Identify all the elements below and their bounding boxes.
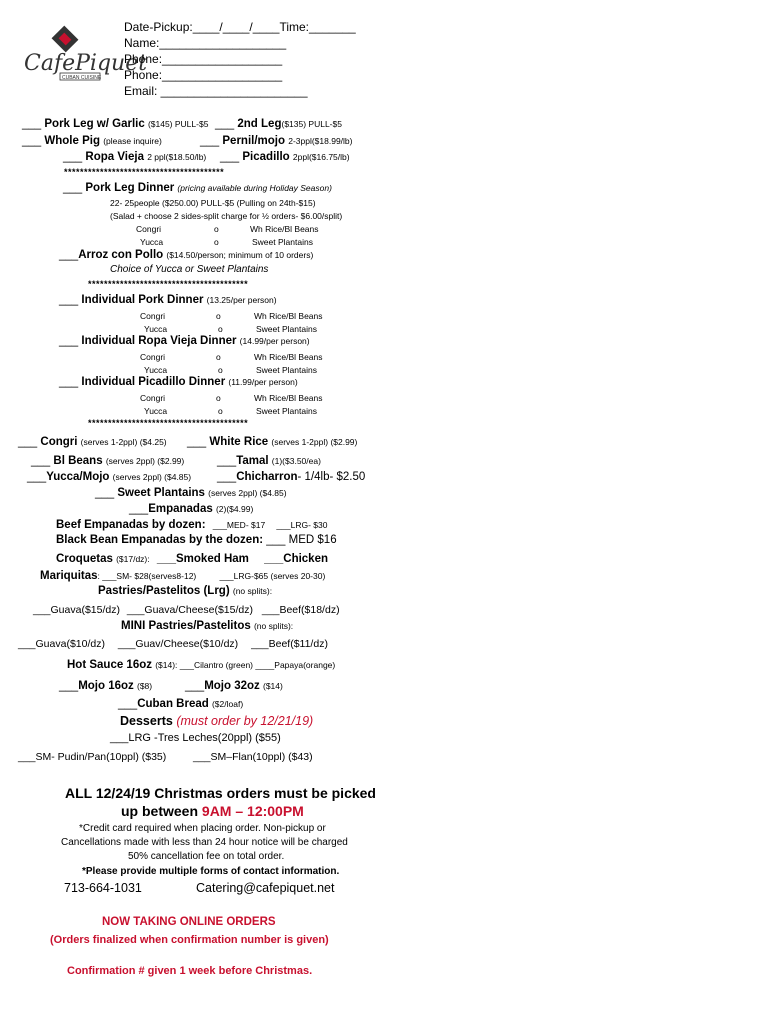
- item-sweet-plantains: ___ Sweet Plantains (serves 2ppl) ($4.85): [95, 487, 287, 499]
- mini-pastries-heading: MINI Pastries/Pastelitos (no splits):: [121, 620, 294, 632]
- item-chicharron: ___Chicharron- 1/4lb- $2.50: [217, 471, 366, 483]
- item-tres-leches: ___LRG -Tres Leches(20ppl) ($55): [110, 732, 281, 744]
- item-beef-empanadas-dozen: Beef Empanadas by dozen: ___MED- $17 ___LRG- $30: [56, 519, 328, 531]
- pickup-notice-line1: ALL 12/24/19 Christmas orders must be picked: [65, 785, 376, 801]
- pork-leg-dinner-pricing: 22- 25people ($250.00) PULL-$5 (Pulling on 24th-$15): [110, 198, 316, 208]
- choice-yucca: Yucca: [144, 365, 168, 375]
- item-cuban-bread: ___Cuban Bread ($2/loaf): [118, 698, 244, 710]
- policy-line-2: Cancellations made with less than 24 hour notice will be charged: [61, 837, 348, 848]
- svg-text:CafePiquet: CafePiquet: [24, 51, 148, 76]
- choice-plantains: Sweet Plantains: [252, 237, 313, 247]
- item-hot-sauce: Hot Sauce 16oz ($14): ___Cilantro (green) ____Papaya(orange): [67, 659, 336, 671]
- desserts-heading: Desserts (must order by 12/21/19): [120, 714, 314, 728]
- choice-congri: Congri: [136, 224, 162, 234]
- choice-plantains: Sweet Plantains: [256, 365, 317, 375]
- choice-congri: Congri: [140, 352, 166, 362]
- item-flan: ___SM–Flan(10ppl) ($43): [193, 751, 313, 763]
- item-white-rice: ___ White Rice (serves 1-2ppl) ($2.99): [187, 436, 358, 448]
- choice-yucca: Yucca: [144, 324, 168, 334]
- choice-congri: Congri: [140, 311, 166, 321]
- separator-stars: ****************************************: [64, 167, 225, 177]
- choice-congri: Congri: [140, 393, 166, 403]
- choice-beans: Wh Rice/Bl Beans: [254, 393, 323, 403]
- mini-pastries-options: ___Guava($10/dz) ___Guav/Cheese($10/dz) ___Beef($11/dz): [18, 638, 328, 650]
- cafe-piquet-logo: [22, 28, 148, 83]
- choice-marker: o: [218, 365, 223, 375]
- contact-email[interactable]: Catering@cafepiquet.net: [196, 881, 335, 895]
- name-field[interactable]: Name:___________________: [124, 36, 287, 50]
- item-pork-leg-dinner: ___ Pork Leg Dinner (pricing available during Holiday Season): [63, 182, 332, 194]
- pickup-notice-line2: up between 9AM – 12:00PM: [121, 803, 304, 819]
- separator-stars: ****************************************: [88, 418, 249, 428]
- choice-plantains: Sweet Plantains: [256, 406, 317, 416]
- item-picadillo: ___ Picadillo 2ppl($16.75/lb): [220, 151, 350, 163]
- item-individual-pork-dinner: ___ Individual Pork Dinner (13.25/per person): [59, 294, 277, 306]
- choice-marker: o: [216, 352, 221, 362]
- pastries-options: ___Guava($15/dz) ___Guava/Cheese($15/dz) ___Beef($18/dz): [33, 604, 340, 616]
- item-individual-picadillo-dinner: ___ Individual Picadillo Dinner (11.99/per person): [59, 376, 298, 388]
- choice-marker: o: [216, 311, 221, 321]
- date-pickup-field[interactable]: Date-Pickup:____/____/____Time:_______: [124, 20, 356, 34]
- item-ropa-vieja: ___ Ropa Vieja 2 ppl($18.50/lb): [63, 151, 207, 163]
- choice-marker: o: [218, 324, 223, 334]
- pork-leg-dinner-sides: (Salad + choose 2 sides-split charge for ½ orders- $6.00/split): [110, 211, 343, 221]
- choice-beans: Wh Rice/Bl Beans: [254, 352, 323, 362]
- item-congri: ___ Congri (serves 1-2ppl) ($4.25): [18, 436, 167, 448]
- choice-yucca: Yucca: [140, 237, 164, 247]
- choice-marker: o: [214, 224, 219, 234]
- email-field[interactable]: Email: ______________________: [124, 84, 308, 98]
- confirmation-note: Confirmation # given 1 week before Christmas.: [67, 965, 313, 977]
- item-tamal: ___Tamal (1)($3.50/ea): [217, 455, 321, 467]
- choice-marker: o: [214, 237, 219, 247]
- choice-marker: o: [218, 406, 223, 416]
- item-mojo-16oz: ___Mojo 16oz ($8): [59, 680, 153, 692]
- choice-marker: o: [216, 393, 221, 403]
- item-empanadas: ___Empanadas (2)($4.99): [129, 503, 254, 515]
- item-whole-pig: ___ Whole Pig (please inquire): [22, 135, 162, 147]
- item-black-bean-empanadas-dozen: Black Bean Empanadas by the dozen: ___ MED $16: [56, 534, 337, 546]
- policy-line-4: *Please provide multiple forms of contact information.: [82, 866, 340, 877]
- online-orders-notice: NOW TAKING ONLINE ORDERS: [102, 916, 276, 928]
- item-individual-ropa-vieja-dinner: ___ Individual Ropa Vieja Dinner (14.99/per person): [59, 335, 310, 347]
- item-mariquitas: Mariquitas: ___SM- $28(serves8-12) ___LRG-$65 (serves 20-30): [40, 570, 326, 582]
- contact-phone[interactable]: 713-664-1031: [64, 881, 142, 895]
- policy-line-3: 50% cancellation fee on total order.: [128, 851, 285, 862]
- choice-plantains: Sweet Plantains: [256, 324, 317, 334]
- item-second-leg: ___ 2nd Leg($135) PULL-$5: [215, 118, 342, 130]
- item-pernil: ___ Pernil/mojo 2-3ppl($18.99/lb): [200, 135, 353, 147]
- item-croquetas: Croquetas ($17/dz): ___Smoked Ham ___Chicken: [56, 553, 329, 565]
- item-bl-beans: ___ Bl Beans (serves 2ppl) ($2.99): [31, 455, 185, 467]
- choice-yucca: Yucca: [144, 406, 168, 416]
- policy-line-1: *Credit card required when placing order. Non-pickup or: [79, 823, 326, 834]
- choice-beans: Wh Rice/Bl Beans: [250, 224, 319, 234]
- item-yucca-mojo: ___Yucca/Mojo (serves 2ppl) ($4.85): [27, 471, 192, 483]
- choice-beans: Wh Rice/Bl Beans: [254, 311, 323, 321]
- pastries-heading: Pastries/Pastelitos (Lrg) (no splits):: [98, 585, 273, 597]
- online-orders-note: (Orders finalized when confirmation number is given): [50, 934, 329, 946]
- item-pudin: ___SM- Pudin/Pan(10ppl) ($35): [18, 751, 167, 763]
- separator-stars: ****************************************: [88, 279, 249, 289]
- arroz-choice-note: Choice of Yucca or Sweet Plantains: [110, 264, 269, 275]
- item-pork-leg-garlic: ___ Pork Leg w/ Garlic ($145) PULL-$5: [22, 118, 209, 130]
- svg-text:CUBAN CUISINE: CUBAN CUISINE: [62, 75, 102, 81]
- item-arroz-con-pollo: ___Arroz con Pollo ($14.50/person; minimum of 10 orders): [59, 249, 314, 261]
- phone-field-1[interactable]: Phone:__________________: [124, 52, 283, 66]
- item-mojo-32oz: ___Mojo 32oz ($14): [185, 680, 283, 692]
- phone-field-2[interactable]: Phone:__________________: [124, 68, 283, 82]
